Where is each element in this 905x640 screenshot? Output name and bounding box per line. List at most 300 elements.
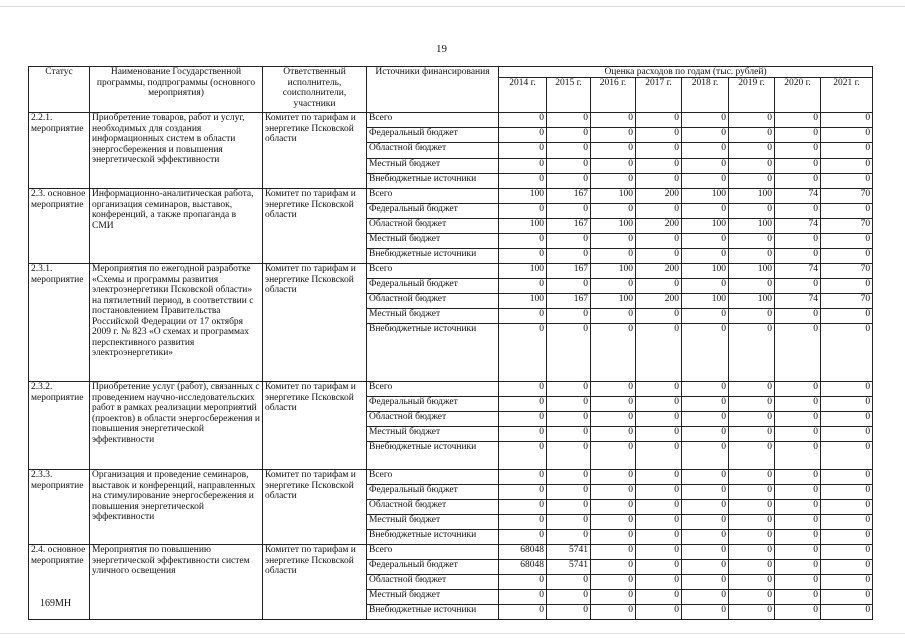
- value-cell: 0: [682, 485, 729, 500]
- value-cell: 0: [775, 530, 821, 545]
- value-cell: 74: [775, 264, 821, 279]
- value-cell: 70: [821, 189, 873, 204]
- value-cell: 0: [682, 545, 729, 560]
- value-cell: 0: [547, 485, 591, 500]
- value-cell: 0: [775, 575, 821, 590]
- value-cell: 0: [591, 515, 636, 530]
- value-cell: 0: [547, 575, 591, 590]
- table-row: [29, 382, 873, 397]
- source-cell: Федеральный бюджет: [367, 128, 499, 143]
- value-cell: 0: [775, 113, 821, 128]
- value-cell: 0: [499, 412, 547, 427]
- header-years-group: Оценка расходов по годам (тыс. рублей): [499, 67, 873, 78]
- source-cell: Местный бюджет: [367, 159, 499, 174]
- value-cell: 100: [729, 189, 775, 204]
- source-cell: Внебюджетные источники: [367, 324, 499, 382]
- value-cell: 0: [775, 234, 821, 249]
- value-cell: 0: [682, 143, 729, 159]
- value-cell: 0: [591, 500, 636, 515]
- value-cell: 0: [729, 412, 775, 427]
- value-cell: 0: [591, 382, 636, 397]
- value-cell: 0: [821, 560, 873, 575]
- value-cell: 0: [682, 204, 729, 219]
- value-cell: 0: [636, 204, 682, 219]
- table-body: [29, 113, 873, 620]
- value-cell: 0: [591, 174, 636, 189]
- value-cell: 0: [682, 309, 729, 324]
- value-cell: 100: [591, 264, 636, 279]
- header-sources: Источники финансирования: [367, 67, 499, 113]
- value-cell: 0: [591, 442, 636, 470]
- value-cell: 0: [821, 234, 873, 249]
- value-cell: 0: [591, 560, 636, 575]
- value-cell: 100: [591, 189, 636, 204]
- source-cell: Внебюджетные источники: [367, 174, 499, 189]
- value-cell: 100: [499, 294, 547, 309]
- value-cell: 0: [729, 204, 775, 219]
- value-cell: 0: [682, 174, 729, 189]
- value-cell: 0: [636, 590, 682, 605]
- value-cell: 0: [821, 412, 873, 427]
- name-cell: Приобретение услуг (работ), связанных с проведением научно-исследовательских работ в рамках реализации мероприятий (проектов) в области энергосбережения и повышения энергетической эффективности: [90, 382, 263, 470]
- value-cell: 0: [775, 427, 821, 442]
- value-cell: 0: [729, 470, 775, 485]
- value-cell: 0: [775, 485, 821, 500]
- source-cell: Всего: [367, 189, 499, 204]
- value-cell: 0: [775, 309, 821, 324]
- value-cell: 0: [499, 174, 547, 189]
- value-cell: 0: [729, 560, 775, 575]
- value-cell: 0: [729, 279, 775, 294]
- value-cell: 0: [547, 500, 591, 515]
- status-cell: 2.3.3. мероприятие: [29, 470, 90, 545]
- value-cell: 0: [547, 234, 591, 249]
- value-cell: 0: [775, 442, 821, 470]
- value-cell: 0: [729, 485, 775, 500]
- value-cell: 0: [775, 397, 821, 412]
- value-cell: 167: [547, 264, 591, 279]
- value-cell: 0: [547, 470, 591, 485]
- source-cell: Областной бюджет: [367, 294, 499, 309]
- value-cell: 0: [591, 575, 636, 590]
- value-cell: 0: [775, 159, 821, 174]
- value-cell: 100: [499, 189, 547, 204]
- value-cell: 0: [636, 128, 682, 143]
- value-cell: 0: [775, 382, 821, 397]
- source-cell: Областной бюджет: [367, 219, 499, 234]
- value-cell: 0: [636, 500, 682, 515]
- table-row: [29, 470, 873, 485]
- value-cell: 0: [729, 427, 775, 442]
- value-cell: 0: [775, 143, 821, 159]
- value-cell: 0: [682, 500, 729, 515]
- table-row: [29, 545, 873, 560]
- value-cell: 0: [547, 324, 591, 382]
- value-cell: 0: [729, 174, 775, 189]
- name-cell: Информационно-аналитическая работа, организация семинаров, выставок, конференций, а также пропаганда в СМИ: [90, 189, 263, 264]
- value-cell: 0: [499, 397, 547, 412]
- value-cell: 0: [821, 113, 873, 128]
- value-cell: 0: [547, 397, 591, 412]
- header-year: 2017 г.: [636, 78, 682, 113]
- value-cell: 0: [682, 279, 729, 294]
- value-cell: 70: [821, 264, 873, 279]
- source-cell: Внебюджетные источники: [367, 605, 499, 620]
- value-cell: 0: [729, 545, 775, 560]
- value-cell: 0: [636, 397, 682, 412]
- name-cell: Мероприятия по ежегодной разработке «Схемы и программы развития электроэнергетики Псковской области» на пятилетний период, в соответствии с постановлением Правительства Российской Федерации от 17 октября 2009 г. № 823 «О схемах и программах перспективного развития электроэнергетики»: [90, 264, 263, 382]
- value-cell: 0: [682, 442, 729, 470]
- value-cell: 0: [729, 530, 775, 545]
- value-cell: 0: [682, 575, 729, 590]
- value-cell: 100: [591, 219, 636, 234]
- value-cell: 0: [821, 515, 873, 530]
- value-cell: 100: [499, 264, 547, 279]
- value-cell: 74: [775, 219, 821, 234]
- value-cell: 0: [499, 309, 547, 324]
- value-cell: 0: [775, 515, 821, 530]
- scan-top-edge: [0, 6, 905, 7]
- value-cell: 0: [591, 427, 636, 442]
- value-cell: 0: [775, 470, 821, 485]
- value-cell: 0: [729, 590, 775, 605]
- source-cell: Областной бюджет: [367, 575, 499, 590]
- value-cell: 0: [729, 575, 775, 590]
- value-cell: 0: [499, 530, 547, 545]
- responsible-cell: Комитет по тарифам и энергетике Псковской области: [263, 382, 367, 470]
- value-cell: 200: [636, 219, 682, 234]
- value-cell: 0: [591, 143, 636, 159]
- value-cell: 0: [591, 234, 636, 249]
- value-cell: 200: [636, 264, 682, 279]
- value-cell: 0: [547, 128, 591, 143]
- value-cell: 0: [636, 605, 682, 620]
- value-cell: 0: [775, 590, 821, 605]
- value-cell: 0: [547, 309, 591, 324]
- value-cell: 0: [821, 382, 873, 397]
- value-cell: 0: [775, 204, 821, 219]
- value-cell: 0: [636, 545, 682, 560]
- value-cell: 0: [729, 128, 775, 143]
- value-cell: 0: [636, 515, 682, 530]
- value-cell: 74: [775, 294, 821, 309]
- source-cell: Областной бюджет: [367, 500, 499, 515]
- name-cell: Организация и проведение семинаров, выставок и конференций, направленных на стимулирование энергосбережения и повышения энергетической эффективности: [90, 470, 263, 545]
- value-cell: 0: [636, 174, 682, 189]
- value-cell: 0: [499, 113, 547, 128]
- source-cell: Всего: [367, 113, 499, 128]
- source-cell: Федеральный бюджет: [367, 397, 499, 412]
- value-cell: 0: [729, 234, 775, 249]
- source-cell: Всего: [367, 382, 499, 397]
- value-cell: 0: [636, 382, 682, 397]
- value-cell: 0: [636, 427, 682, 442]
- value-cell: 0: [636, 159, 682, 174]
- value-cell: 0: [499, 515, 547, 530]
- source-cell: Всего: [367, 545, 499, 560]
- value-cell: 167: [547, 294, 591, 309]
- value-cell: 0: [729, 605, 775, 620]
- value-cell: 0: [591, 545, 636, 560]
- value-cell: 0: [821, 500, 873, 515]
- source-cell: Федеральный бюджет: [367, 485, 499, 500]
- value-cell: 0: [682, 113, 729, 128]
- value-cell: 0: [729, 500, 775, 515]
- value-cell: 0: [682, 159, 729, 174]
- value-cell: 200: [636, 189, 682, 204]
- header-responsible: Ответственный исполнитель, соисполнители, участники: [263, 67, 367, 113]
- value-cell: 0: [591, 204, 636, 219]
- value-cell: 0: [636, 324, 682, 382]
- value-cell: 0: [775, 605, 821, 620]
- value-cell: 0: [682, 530, 729, 545]
- value-cell: 0: [821, 485, 873, 500]
- value-cell: 0: [682, 128, 729, 143]
- value-cell: 0: [547, 204, 591, 219]
- source-cell: Внебюджетные источники: [367, 442, 499, 470]
- value-cell: 0: [729, 324, 775, 382]
- value-cell: 0: [499, 279, 547, 294]
- value-cell: 0: [775, 279, 821, 294]
- value-cell: 0: [821, 249, 873, 264]
- table-header: [29, 67, 873, 113]
- source-cell: Всего: [367, 264, 499, 279]
- value-cell: 167: [547, 189, 591, 204]
- value-cell: 0: [682, 605, 729, 620]
- value-cell: 0: [729, 442, 775, 470]
- responsible-cell: Комитет по тарифам и энергетике Псковской области: [263, 264, 367, 382]
- value-cell: 0: [547, 279, 591, 294]
- value-cell: 0: [591, 128, 636, 143]
- page-number: 19: [436, 43, 447, 55]
- table-row: [29, 189, 873, 204]
- value-cell: 100: [729, 219, 775, 234]
- source-cell: Местный бюджет: [367, 234, 499, 249]
- value-cell: 0: [682, 249, 729, 264]
- value-cell: 0: [729, 397, 775, 412]
- value-cell: 0: [775, 324, 821, 382]
- value-cell: 0: [682, 470, 729, 485]
- value-cell: 0: [591, 397, 636, 412]
- value-cell: 200: [636, 294, 682, 309]
- value-cell: 0: [547, 113, 591, 128]
- header-year: 2020 г.: [775, 78, 821, 113]
- value-cell: 0: [636, 279, 682, 294]
- value-cell: 70: [821, 294, 873, 309]
- value-cell: 0: [547, 249, 591, 264]
- status-cell: 2.3. основное мероприятие: [29, 189, 90, 264]
- value-cell: 0: [775, 128, 821, 143]
- value-cell: 0: [729, 113, 775, 128]
- value-cell: 0: [499, 590, 547, 605]
- value-cell: 0: [636, 485, 682, 500]
- value-cell: 0: [499, 605, 547, 620]
- value-cell: 0: [636, 470, 682, 485]
- header-year: 2015 г.: [547, 78, 591, 113]
- value-cell: 0: [499, 500, 547, 515]
- value-cell: 0: [682, 560, 729, 575]
- value-cell: 0: [682, 412, 729, 427]
- value-cell: 100: [682, 219, 729, 234]
- value-cell: 0: [636, 412, 682, 427]
- header-year: 2014 г.: [499, 78, 547, 113]
- value-cell: 68048: [499, 560, 547, 575]
- value-cell: 0: [729, 249, 775, 264]
- value-cell: 0: [499, 575, 547, 590]
- value-cell: 0: [547, 382, 591, 397]
- source-cell: Федеральный бюджет: [367, 279, 499, 294]
- status-cell: 2.3.1. мероприятие: [29, 264, 90, 382]
- value-cell: 0: [547, 174, 591, 189]
- value-cell: 0: [682, 382, 729, 397]
- value-cell: 0: [821, 279, 873, 294]
- status-cell: 2.4. основное мероприятие: [29, 545, 90, 620]
- source-cell: Федеральный бюджет: [367, 560, 499, 575]
- value-cell: 0: [775, 174, 821, 189]
- header-status: Статус: [29, 67, 90, 113]
- value-cell: 100: [682, 294, 729, 309]
- value-cell: 0: [682, 427, 729, 442]
- value-cell: 0: [547, 143, 591, 159]
- value-cell: 0: [547, 590, 591, 605]
- table-row: [29, 264, 873, 279]
- source-cell: Областной бюджет: [367, 412, 499, 427]
- footer-document-code: 169МН: [40, 598, 72, 609]
- value-cell: 68048: [499, 545, 547, 560]
- value-cell: 0: [729, 159, 775, 174]
- value-cell: 0: [591, 324, 636, 382]
- value-cell: 0: [591, 159, 636, 174]
- source-cell: Областной бюджет: [367, 143, 499, 159]
- value-cell: 0: [591, 605, 636, 620]
- value-cell: 0: [729, 382, 775, 397]
- value-cell: 0: [636, 113, 682, 128]
- value-cell: 0: [821, 530, 873, 545]
- value-cell: 0: [499, 382, 547, 397]
- value-cell: 0: [821, 309, 873, 324]
- header-year: 2018 г.: [682, 78, 729, 113]
- value-cell: 0: [821, 204, 873, 219]
- value-cell: 70: [821, 219, 873, 234]
- value-cell: 167: [547, 219, 591, 234]
- value-cell: 0: [591, 470, 636, 485]
- value-cell: 0: [775, 412, 821, 427]
- value-cell: 0: [775, 249, 821, 264]
- value-cell: 0: [547, 442, 591, 470]
- value-cell: 0: [636, 249, 682, 264]
- value-cell: 0: [821, 545, 873, 560]
- value-cell: 0: [821, 174, 873, 189]
- value-cell: 0: [591, 309, 636, 324]
- header-name: Наименование Государственной программы, подпрограммы (основного мероприятия): [90, 67, 263, 113]
- value-cell: 0: [636, 442, 682, 470]
- value-cell: 100: [591, 294, 636, 309]
- value-cell: 0: [636, 575, 682, 590]
- source-cell: Местный бюджет: [367, 427, 499, 442]
- value-cell: 0: [547, 530, 591, 545]
- value-cell: 0: [775, 545, 821, 560]
- value-cell: 0: [499, 204, 547, 219]
- value-cell: 100: [682, 189, 729, 204]
- value-cell: 0: [499, 427, 547, 442]
- value-cell: 0: [821, 442, 873, 470]
- status-cell: 2.3.2. мероприятие: [29, 382, 90, 470]
- value-cell: 100: [682, 264, 729, 279]
- value-cell: 0: [636, 234, 682, 249]
- responsible-cell: Комитет по тарифам и энергетике Псковской области: [263, 189, 367, 264]
- value-cell: 0: [499, 143, 547, 159]
- value-cell: 0: [591, 590, 636, 605]
- value-cell: 74: [775, 189, 821, 204]
- value-cell: 0: [821, 575, 873, 590]
- value-cell: 0: [499, 470, 547, 485]
- value-cell: 0: [499, 442, 547, 470]
- header-year: 2016 г.: [591, 78, 636, 113]
- value-cell: 0: [821, 605, 873, 620]
- value-cell: 0: [547, 412, 591, 427]
- value-cell: 0: [821, 427, 873, 442]
- source-cell: Местный бюджет: [367, 590, 499, 605]
- value-cell: 0: [729, 515, 775, 530]
- responsible-cell: Комитет по тарифам и энергетике Псковской области: [263, 545, 367, 620]
- value-cell: 0: [499, 159, 547, 174]
- value-cell: 0: [682, 234, 729, 249]
- source-cell: Всего: [367, 470, 499, 485]
- value-cell: 5741: [547, 545, 591, 560]
- value-cell: 5741: [547, 560, 591, 575]
- source-cell: Местный бюджет: [367, 515, 499, 530]
- value-cell: 0: [547, 159, 591, 174]
- header-year: 2019 г.: [729, 78, 775, 113]
- value-cell: 0: [682, 324, 729, 382]
- value-cell: 0: [547, 427, 591, 442]
- value-cell: 0: [636, 143, 682, 159]
- value-cell: 0: [499, 128, 547, 143]
- value-cell: 0: [821, 143, 873, 159]
- value-cell: 0: [682, 515, 729, 530]
- header-year: 2021 г.: [821, 78, 873, 113]
- value-cell: 0: [729, 143, 775, 159]
- name-cell: Приобретение товаров, работ и услуг, необходимых для создания информационных систем в области энергосбережения и повышения энергетической эффективности: [90, 113, 263, 189]
- responsible-cell: Комитет по тарифам и энергетике Псковской области: [263, 470, 367, 545]
- value-cell: 0: [591, 113, 636, 128]
- name-cell: Мероприятия по повышению энергетической эффективности систем уличного освещения: [90, 545, 263, 620]
- value-cell: 0: [591, 485, 636, 500]
- value-cell: 100: [729, 294, 775, 309]
- value-cell: 0: [591, 279, 636, 294]
- value-cell: 0: [591, 412, 636, 427]
- value-cell: 0: [591, 530, 636, 545]
- source-cell: Внебюджетные источники: [367, 249, 499, 264]
- value-cell: 0: [775, 500, 821, 515]
- scan-bottom-edge: [0, 633, 905, 634]
- value-cell: 0: [821, 159, 873, 174]
- responsible-cell: Комитет по тарифам и энергетике Псковской области: [263, 113, 367, 189]
- value-cell: 0: [636, 309, 682, 324]
- table-row: [29, 113, 873, 128]
- value-cell: 0: [821, 397, 873, 412]
- value-cell: 0: [821, 590, 873, 605]
- value-cell: 0: [821, 324, 873, 382]
- value-cell: 0: [499, 324, 547, 382]
- value-cell: 0: [547, 605, 591, 620]
- value-cell: 0: [591, 249, 636, 264]
- value-cell: 0: [499, 234, 547, 249]
- value-cell: 100: [729, 264, 775, 279]
- status-cell: 2.2.1. мероприятие: [29, 113, 90, 189]
- value-cell: 100: [499, 219, 547, 234]
- value-cell: 0: [821, 128, 873, 143]
